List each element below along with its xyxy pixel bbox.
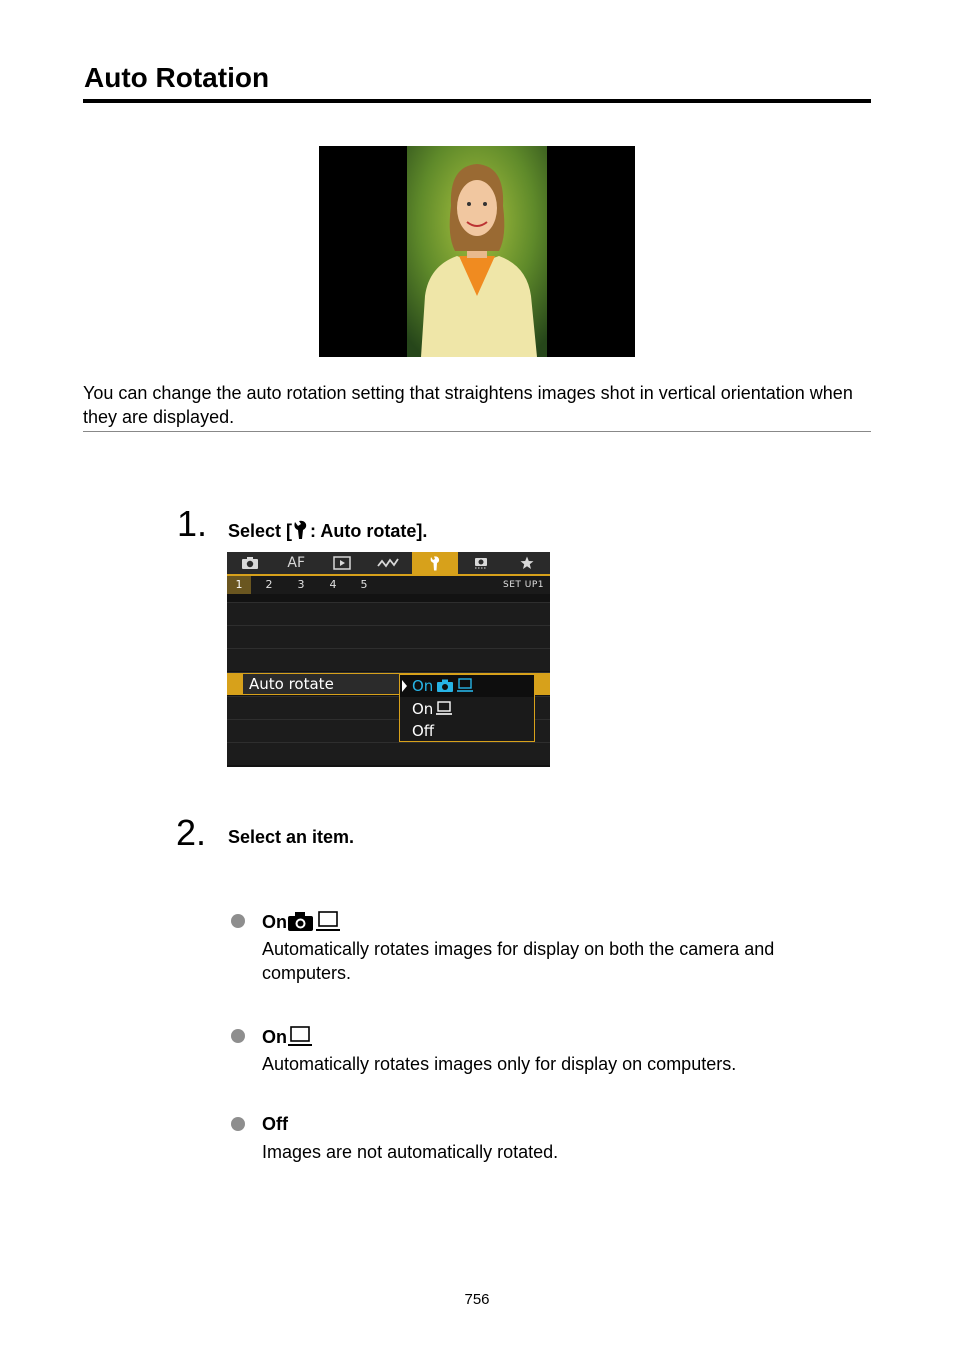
- camera-menu-screenshot: [227, 552, 550, 767]
- item-on-computer-description: Automatically rotates images only for display on computers.: [262, 1054, 737, 1074]
- portrait-photo: [407, 146, 547, 357]
- playback-icon: [319, 552, 365, 574]
- auto-rotate-dropdown: [399, 674, 535, 742]
- camera-subtabs: [227, 576, 550, 594]
- bullet-icon: [231, 914, 245, 928]
- step-1-number: 1.: [177, 503, 208, 544]
- title-rule: [83, 99, 871, 103]
- menu-row-empty-3: [227, 648, 550, 671]
- computer-icon: [456, 678, 474, 693]
- selection-caret-icon: [402, 680, 407, 692]
- bullet-icon: [231, 1117, 245, 1131]
- item-off-title: Off: [262, 1114, 288, 1134]
- option-label: On: [412, 700, 434, 718]
- page-number: 756: [464, 1291, 490, 1308]
- subtab-1: 1: [227, 576, 251, 594]
- computer-icon: [315, 910, 341, 932]
- page-title: Auto Rotation: [84, 62, 270, 93]
- option-label: Off: [412, 722, 435, 740]
- camera-menu-tabs: [227, 552, 550, 574]
- camera-icon: [436, 678, 454, 693]
- option-on-computer: [400, 698, 534, 720]
- item-title-text: On: [262, 912, 287, 932]
- item-on-camera-computer-title: [262, 910, 341, 933]
- star-icon: [504, 552, 550, 574]
- bullet-icon: [231, 1029, 245, 1043]
- option-on-camera-computer: [400, 675, 534, 697]
- step-1-text-after: : Auto rotate].: [310, 521, 428, 541]
- camera-icon: [287, 910, 315, 932]
- section-divider: [83, 431, 871, 432]
- subtab-4: 4: [329, 578, 337, 591]
- setup-label: SET UP1: [503, 580, 544, 590]
- subtab-3: 3: [297, 578, 305, 591]
- computer-icon: [435, 701, 453, 716]
- menu-row-empty-1: [227, 602, 550, 625]
- option-off: [400, 720, 534, 742]
- auto-rotate-label: Auto rotate: [249, 675, 334, 693]
- wrench-icon: [292, 520, 310, 540]
- af-tab: AF: [287, 555, 306, 571]
- subtab-2: 2: [265, 578, 273, 591]
- wrench-icon: [412, 552, 458, 574]
- item-off-description: Images are not automatically rotated.: [262, 1142, 559, 1162]
- menu-row-empty-6: [227, 742, 550, 765]
- step-2-number: 2.: [176, 812, 207, 853]
- custom-function-icon: [458, 552, 504, 574]
- custom-wave-icon: [365, 552, 411, 574]
- intro-text: You can change the auto rotation setting that straightens images shot in vertical orientation when they are displayed.: [83, 383, 853, 427]
- portrait-image: [319, 146, 635, 357]
- step-1-instruction: [228, 520, 427, 542]
- item-title-text: On: [262, 1027, 287, 1047]
- step-2-instruction: Select an item.: [228, 827, 355, 847]
- item-on-camera-computer-description: Automatically rotates images for display on both the camera and computers.: [262, 939, 775, 983]
- menu-row-empty-2: [227, 625, 550, 648]
- camera-icon: [227, 552, 273, 574]
- computer-icon: [287, 1025, 313, 1047]
- subtab-5: 5: [360, 578, 368, 591]
- option-label: On: [412, 677, 434, 695]
- item-on-computer-title: [262, 1025, 313, 1048]
- step-1-text-before: Select [: [228, 521, 293, 541]
